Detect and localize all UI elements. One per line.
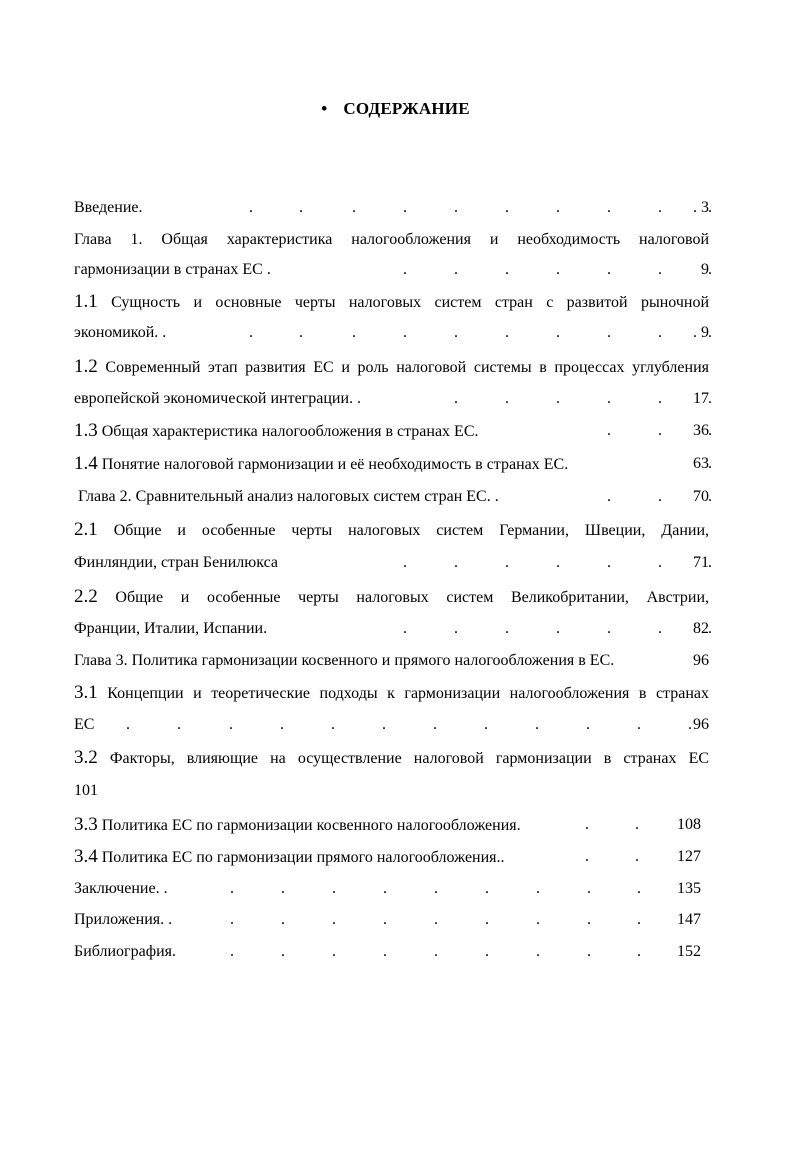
leader-dot: .	[484, 716, 488, 733]
toc-entry-text: Общая характеристика налогообложения в странах ЕС.	[101, 423, 479, 440]
leader-dot: .	[403, 199, 407, 216]
leader-dot: .	[332, 880, 336, 897]
leader-dot: .	[688, 716, 692, 733]
leader-dot: .	[485, 943, 489, 960]
leader-dot: .	[229, 716, 233, 733]
toc-entry-page: 101	[74, 782, 98, 799]
leader-dot: .	[556, 324, 560, 341]
leader-dot: .	[556, 390, 560, 407]
leader-dot: .	[658, 390, 662, 407]
toc-entry-chapter2	[78, 487, 712, 507]
leader-dot: .	[403, 324, 407, 341]
toc-entry-text: Глава 2. Сравнительный анализ налоговых систем стран ЕС. .	[78, 488, 499, 505]
section-number: 3.4	[74, 846, 98, 867]
leader-dot: .	[505, 324, 509, 341]
toc-entry-text: Общие и особенные черты налоговых систем Великобритании, Австрии,	[115, 589, 710, 606]
toc-entry-1-1	[74, 323, 712, 343]
leader-dot: .	[637, 716, 641, 733]
leader-dot: .	[331, 716, 335, 733]
leader-dot: .	[587, 911, 591, 928]
leader-dot: .	[607, 422, 611, 439]
leader-dot: .	[126, 716, 130, 733]
leader-dot: .	[635, 848, 639, 865]
toc-entry-page: 135	[677, 880, 701, 897]
toc-entry-1-4	[74, 453, 712, 475]
leader-dot: .	[637, 911, 641, 928]
toc-entry-page: 108	[677, 816, 701, 833]
toc-entry-text: Финляндии, стран Бенилюкса	[74, 554, 279, 571]
leader-dot: .	[434, 943, 438, 960]
toc-entry-page: . 9	[693, 324, 709, 341]
toc-entry-text: европейской экономической интеграции. .	[74, 390, 362, 407]
leader-dot: .	[585, 848, 589, 865]
leader-dot: .	[708, 199, 712, 216]
toc-entry-1-2-line1	[74, 357, 709, 378]
toc-entry-text: Франции, Италии, Испании.	[74, 620, 268, 637]
leader-dot: .	[556, 554, 560, 571]
leader-dot: .	[708, 390, 712, 407]
leader-dot: .	[383, 943, 387, 960]
leader-dot: .	[505, 554, 509, 571]
section-number: 2.1	[74, 519, 98, 540]
toc-entry-chapter1	[74, 260, 712, 280]
leader-dot: .	[607, 390, 611, 407]
leader-dot: .	[299, 199, 303, 216]
leader-dot: .	[433, 716, 437, 733]
leader-dot: .	[505, 390, 509, 407]
leader-dot: .	[637, 880, 641, 897]
leader-dot: .	[454, 620, 458, 637]
leader-dot: .	[586, 716, 590, 733]
section-number: 3.3	[74, 814, 98, 835]
leader-dot: .	[230, 911, 234, 928]
leader-dot: .	[536, 911, 540, 928]
toc-entry-2-1-line1	[74, 520, 709, 541]
toc-entry-page: 36	[693, 422, 709, 439]
leader-dot: .	[556, 199, 560, 216]
leader-dot: .	[332, 943, 336, 960]
leader-dot: .	[352, 199, 356, 216]
toc-entry-text: Современный этап развития ЕС и роль налоговой системы в процессах углубления	[105, 359, 709, 376]
toc-title	[0, 99, 797, 119]
leader-dot: .	[708, 620, 712, 637]
toc-entry-text: Политика ЕС по гармонизации косвенного налогообложения.	[101, 817, 521, 834]
leader-dot: .	[607, 324, 611, 341]
toc-title-text: СОДЕРЖАНИЕ	[343, 99, 470, 118]
toc-entry-text: Общие и особенные черты налоговых систем Германии, Швеции, Дании,	[113, 522, 710, 539]
leader-dot: .	[556, 620, 560, 637]
leader-dot: .	[637, 943, 641, 960]
leader-dot: .	[403, 554, 407, 571]
section-number: 3.1	[74, 682, 98, 703]
leader-dot: .	[535, 716, 539, 733]
leader-dot: .	[454, 261, 458, 278]
leader-dot: .	[658, 422, 662, 439]
toc-entry-text: Библиография.	[74, 943, 176, 960]
leader-dot: .	[454, 390, 458, 407]
leader-dot: .	[403, 620, 407, 637]
leader-dot: .	[249, 199, 253, 216]
leader-dot: .	[281, 943, 285, 960]
leader-dot: .	[383, 911, 387, 928]
toc-entry-text: Введение.	[74, 199, 143, 216]
leader-dot: .	[505, 261, 509, 278]
toc-entry-conclusion	[74, 879, 709, 899]
toc-entry-page: 70	[693, 488, 709, 505]
leader-dot: .	[230, 880, 234, 897]
toc-entry-text: Факторы, влияющие на осуществление налоговой гармонизации в странах ЕС	[109, 750, 710, 767]
section-number: 1.1	[74, 291, 98, 312]
bullet-icon: •	[321, 99, 328, 118]
leader-dot: .	[536, 943, 540, 960]
toc-entry-3-1	[74, 715, 709, 735]
leader-dot: .	[454, 324, 458, 341]
toc-entry-page: . 3	[693, 199, 709, 216]
leader-dot: .	[536, 880, 540, 897]
toc-entry-page: 82	[693, 620, 709, 637]
leader-dot: .	[658, 488, 662, 505]
leader-dot: .	[607, 261, 611, 278]
leader-dot: .	[485, 911, 489, 928]
leader-dot: .	[230, 943, 234, 960]
leader-dot: .	[249, 324, 253, 341]
toc-entry-3-2	[74, 781, 709, 801]
leader-dot: .	[708, 488, 712, 505]
toc-entry-2-2-line1	[74, 587, 709, 608]
leader-dot: .	[281, 911, 285, 928]
leader-dot: .	[177, 716, 181, 733]
leader-dot: .	[585, 816, 589, 833]
leader-dot: .	[607, 199, 611, 216]
leader-dot: .	[299, 324, 303, 341]
leader-dot: .	[607, 488, 611, 505]
leader-dot: .	[505, 199, 509, 216]
leader-dot: .	[434, 880, 438, 897]
toc-entry-text: Концепции и теоретические подходы к гармонизации налогообложения в странах	[107, 685, 710, 702]
section-number: 3.2	[74, 747, 98, 768]
toc-entry-text: Приложения. .	[74, 911, 173, 928]
leader-dot: .	[434, 911, 438, 928]
leader-dot: .	[607, 554, 611, 571]
toc-entry-bibliography	[74, 942, 709, 962]
leader-dot: .	[382, 716, 386, 733]
leader-dot: .	[658, 199, 662, 216]
toc-entry-text: Глава 1. Общая характеристика налогообложения и необходимость налоговой	[74, 231, 709, 248]
leader-dot: .	[383, 880, 387, 897]
toc-entry-text: Глава 3. Политика гармонизации косвенного и прямого налогообложения в ЕС.	[74, 652, 615, 669]
leader-dot: .	[635, 816, 639, 833]
toc-entry-page: 96	[693, 652, 709, 669]
leader-dot: .	[352, 324, 356, 341]
toc-entry-page: 63	[693, 455, 709, 472]
section-number: 1.4	[74, 453, 98, 474]
leader-dot: .	[587, 943, 591, 960]
toc-entry-2-2	[74, 619, 712, 639]
toc-entry-1-1-line1	[74, 292, 709, 313]
leader-dot: .	[658, 620, 662, 637]
toc-entry-page: 127	[677, 848, 701, 865]
section-number: 1.3	[74, 420, 98, 441]
leader-dot: .	[280, 716, 284, 733]
toc-entry-appendices	[74, 910, 709, 930]
toc-entry-page: 71	[693, 554, 709, 571]
toc-entry-page: 96	[693, 716, 709, 733]
toc-entry-page: 147	[677, 911, 701, 928]
leader-dot: .	[658, 554, 662, 571]
toc-entry-page: 152	[677, 943, 701, 960]
toc-entry-page: 9	[701, 261, 709, 278]
toc-entry-3-1-line1	[74, 683, 709, 704]
leader-dot: .	[556, 261, 560, 278]
leader-dot: .	[708, 422, 712, 439]
leader-dot: .	[708, 261, 712, 278]
toc-entry-3-3	[74, 815, 709, 836]
leader-dot: .	[587, 880, 591, 897]
section-number: 2.2	[74, 586, 98, 607]
leader-dot: .	[658, 324, 662, 341]
leader-dot: .	[454, 199, 458, 216]
toc-entry-text: гармонизации в странах ЕС .	[74, 261, 271, 278]
toc-entry-1-3	[74, 420, 712, 442]
toc-entry-chapter3	[74, 651, 709, 671]
leader-dot: .	[485, 880, 489, 897]
leader-dot: .	[708, 455, 712, 472]
toc-entry-text: Политика ЕС по гармонизации прямого налогообложения..	[101, 849, 505, 866]
leader-dot: .	[332, 911, 336, 928]
leader-dot: .	[281, 880, 285, 897]
toc-entry-page: 17	[693, 390, 709, 407]
toc-entry-3-4	[74, 847, 709, 868]
leader-dot: .	[607, 620, 611, 637]
toc-entry-1-2	[74, 389, 712, 409]
toc-entry-text: Понятие налоговой гармонизации и её необходимость в странах ЕС.	[101, 456, 569, 473]
toc-entry-text: ЕС	[74, 716, 95, 733]
toc-entry-2-1	[74, 553, 712, 573]
leader-dot: .	[708, 554, 712, 571]
leader-dot: .	[505, 620, 509, 637]
leader-dot: .	[708, 324, 712, 341]
toc-entry-text: Сущность и основные черты налоговых систем стран с развитой рыночной	[111, 294, 710, 311]
leader-dot: .	[454, 554, 458, 571]
toc-entry-chapter1-line1	[74, 230, 709, 250]
section-number: 1.2	[74, 356, 98, 377]
toc-entry-intro	[74, 198, 712, 218]
toc-entry-3-2-line1	[74, 748, 709, 769]
toc-entry-text: Заключение. .	[74, 880, 168, 897]
toc-entry-text: экономикой. .	[74, 324, 167, 341]
leader-dot: .	[403, 261, 407, 278]
leader-dot: .	[658, 261, 662, 278]
